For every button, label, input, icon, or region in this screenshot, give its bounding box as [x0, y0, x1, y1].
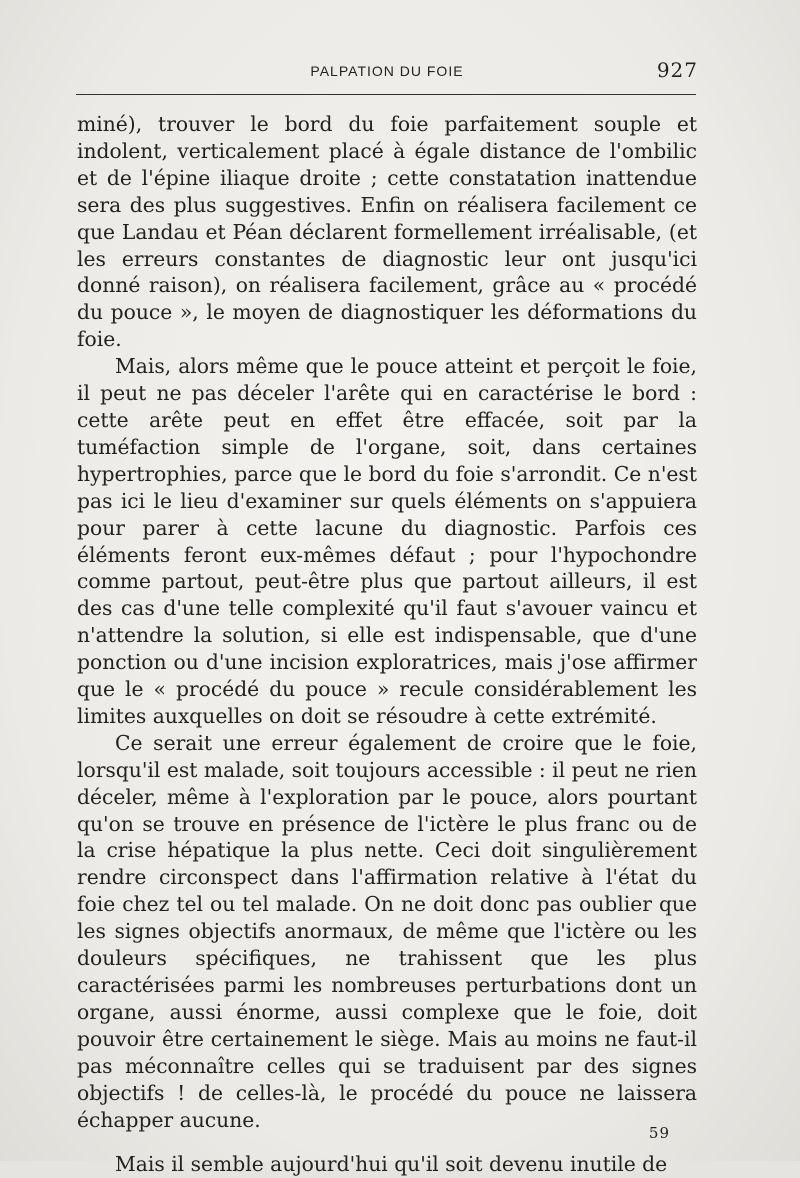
paragraph-last-line: Mais il semble aujourd'hui qu'il soit devenu inutile de [115, 1152, 668, 1177]
running-header [76, 58, 698, 88]
printer-signature-mark: 59 [648, 1124, 670, 1142]
paragraph-continued: miné), trouver le bord du foie parfaitement souple et indolent, verticalement placé à égale distance de l'ombilic et de l'épine iliaque droite ; cette constatation inattendue sera des plus suggestives. Enfin on réalisera facilement ce que Landau et Péan déclarent formellement irréalisable, (et les erreurs constantes de diagnostic leur ont jusqu'ici donné raison), on réalisera facilement, grâce au « procédé du pouce », le moyen de diagnostiquer les déformations du foie. [77, 112, 697, 352]
paragraph: Mais, alors même que le pouce atteint et perçoit le foie, il peut ne pas déceler l'arête qui en caractérise le bord : cette arête peut en effet être effacée, soit par la tuméfaction simple de l'organe, soit, dans certaines hypertrophies, parce que le bord du foie s'arrondit. Ce n'est pas ici le lieu d'examiner sur quels éléments on s'appuiera pour parer à cette lacune du diagnostic. Parfois ces éléments feront eux-mêmes défaut ; pour l'hypochondre comme partout, peut-être plus que partout ailleurs, il est des cas d'une telle complexité qu'il faut s'avouer vaincu et n'attendre la solution, si elle est indispensable, que d'une ponction ou d'une incision exploratrices, mais j'ose affirmer que le « procédé du pouce » recule considérablement les limites auxquelles on doit se résoudre à cette extrémité. [77, 354, 697, 728]
page-number: 927 [656, 58, 698, 82]
running-title: PALPATION DU FOIE [310, 63, 464, 79]
paragraph: Ce serait une erreur également de croire que le foie, lorsqu'il est malade, soit toujours accessible : il peut ne rien déceler, même à l'exploration par le pouce, alors pourtant qu'on se trouve en présence de l'ictère le plus franc ou de la crise hépatique la plus nette. Ceci doit singulièrement rendre circonspect dans l'affirmation relative à l'état du foie chez tel ou tel malade. On ne doit donc pas oublier que les signes objectifs anormaux, de même que l'ictère ou les douleurs spécifiques, ne trahissent que les plus caractérisées parmi les nombreuses perturbations dont un organe, aussi énorme, aussi complexe que le foie, doit pouvoir être certainement le siège. Mais au moins ne faut-il pas méconnaître celles qui se traduisent par des signes objectifs ! de celles-là, le procédé du pouce ne laissera échapper aucune. [77, 730, 697, 1132]
body-text [77, 111, 697, 1178]
header-rule [76, 94, 696, 95]
